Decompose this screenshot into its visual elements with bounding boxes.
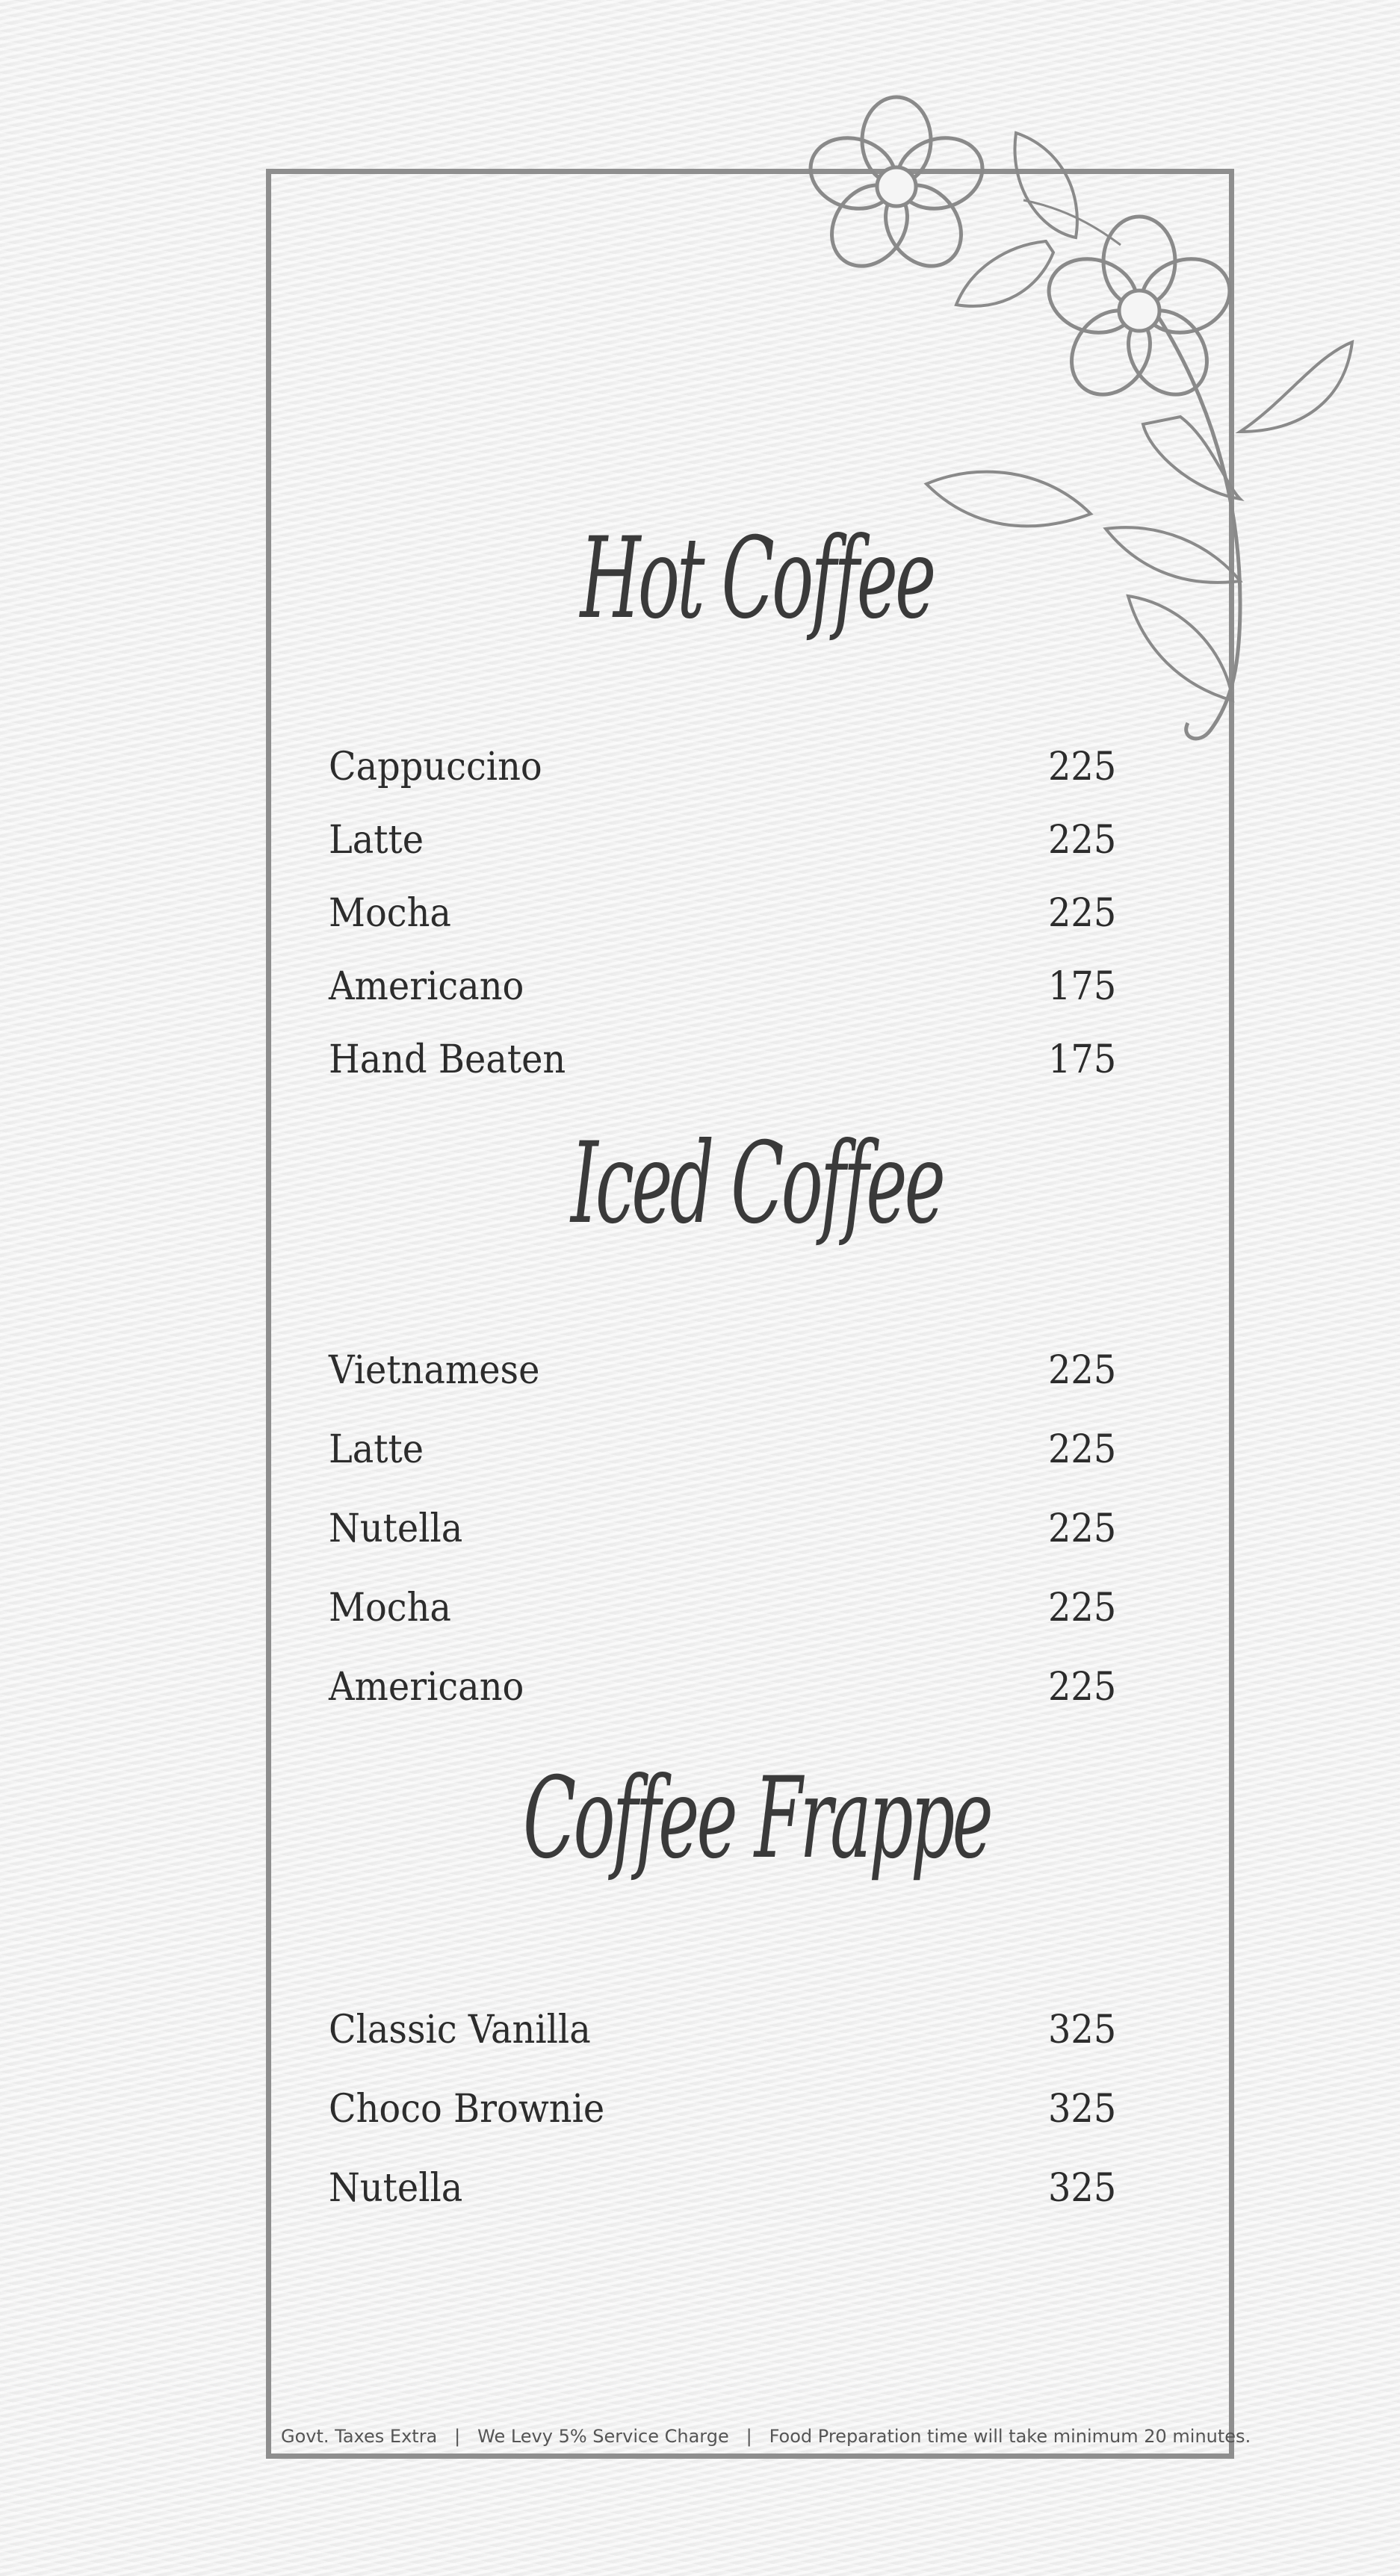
item-name: Vietnamese <box>329 1348 540 1393</box>
section-title: Hot Coffee <box>580 514 934 644</box>
item-price: 225 <box>1047 745 1117 789</box>
item-name: Mocha <box>329 1586 451 1630</box>
menu-item <box>329 1990 1116 2070</box>
item-price: 225 <box>1047 1665 1117 1710</box>
item-list <box>329 1990 1185 2228</box>
item-name: Cappuccino <box>329 745 542 789</box>
menu-item <box>329 1023 1116 1096</box>
item-price: 225 <box>1047 818 1117 863</box>
footer-note: Govt. Taxes Extra | We Levy 5% Service Charge | Food Preparation time will take minimum 20 minutes. <box>281 2426 1251 2447</box>
menu-item <box>329 1331 1116 1410</box>
menu-item <box>329 1410 1116 1489</box>
section-coffee-frappe <box>329 1754 1185 2241</box>
menu-item <box>329 730 1116 804</box>
menu-item <box>329 2070 1116 2149</box>
item-price: 225 <box>1047 891 1117 936</box>
item-list <box>329 730 1185 1096</box>
item-price: 225 <box>1047 1506 1117 1551</box>
item-name: Americano <box>329 1665 524 1710</box>
menu-item <box>329 804 1116 877</box>
item-name: Latte <box>329 1427 424 1472</box>
section-title: Iced Coffee <box>570 1119 944 1249</box>
item-name: Nutella <box>329 2166 463 2211</box>
menu-item <box>329 950 1116 1023</box>
item-price: 225 <box>1047 1427 1117 1472</box>
item-price: 325 <box>1047 2166 1117 2211</box>
item-name: Mocha <box>329 891 451 936</box>
item-price: 225 <box>1047 1348 1117 1393</box>
item-price: 175 <box>1047 964 1117 1009</box>
item-price: 175 <box>1047 1037 1117 1082</box>
item-price: 325 <box>1047 2087 1117 2132</box>
section-hot-coffee <box>329 514 1185 1105</box>
section-iced-coffee <box>329 1119 1185 1725</box>
section-title: Coffee Frappe <box>523 1754 991 1884</box>
item-name: Classic Vanilla <box>329 2008 591 2052</box>
menu-item <box>329 2149 1116 2228</box>
item-name: Hand Beaten <box>329 1037 566 1082</box>
menu-item <box>329 1648 1116 1727</box>
item-price: 225 <box>1047 1586 1117 1630</box>
menu-item <box>329 877 1116 950</box>
menu-item <box>329 1489 1116 1568</box>
item-name: Nutella <box>329 1506 463 1551</box>
item-name: Choco Brownie <box>329 2087 605 2132</box>
menu-item <box>329 1568 1116 1648</box>
item-name: Latte <box>329 818 424 863</box>
item-name: Americano <box>329 964 524 1009</box>
item-price: 325 <box>1047 2008 1117 2052</box>
item-list <box>329 1331 1185 1727</box>
